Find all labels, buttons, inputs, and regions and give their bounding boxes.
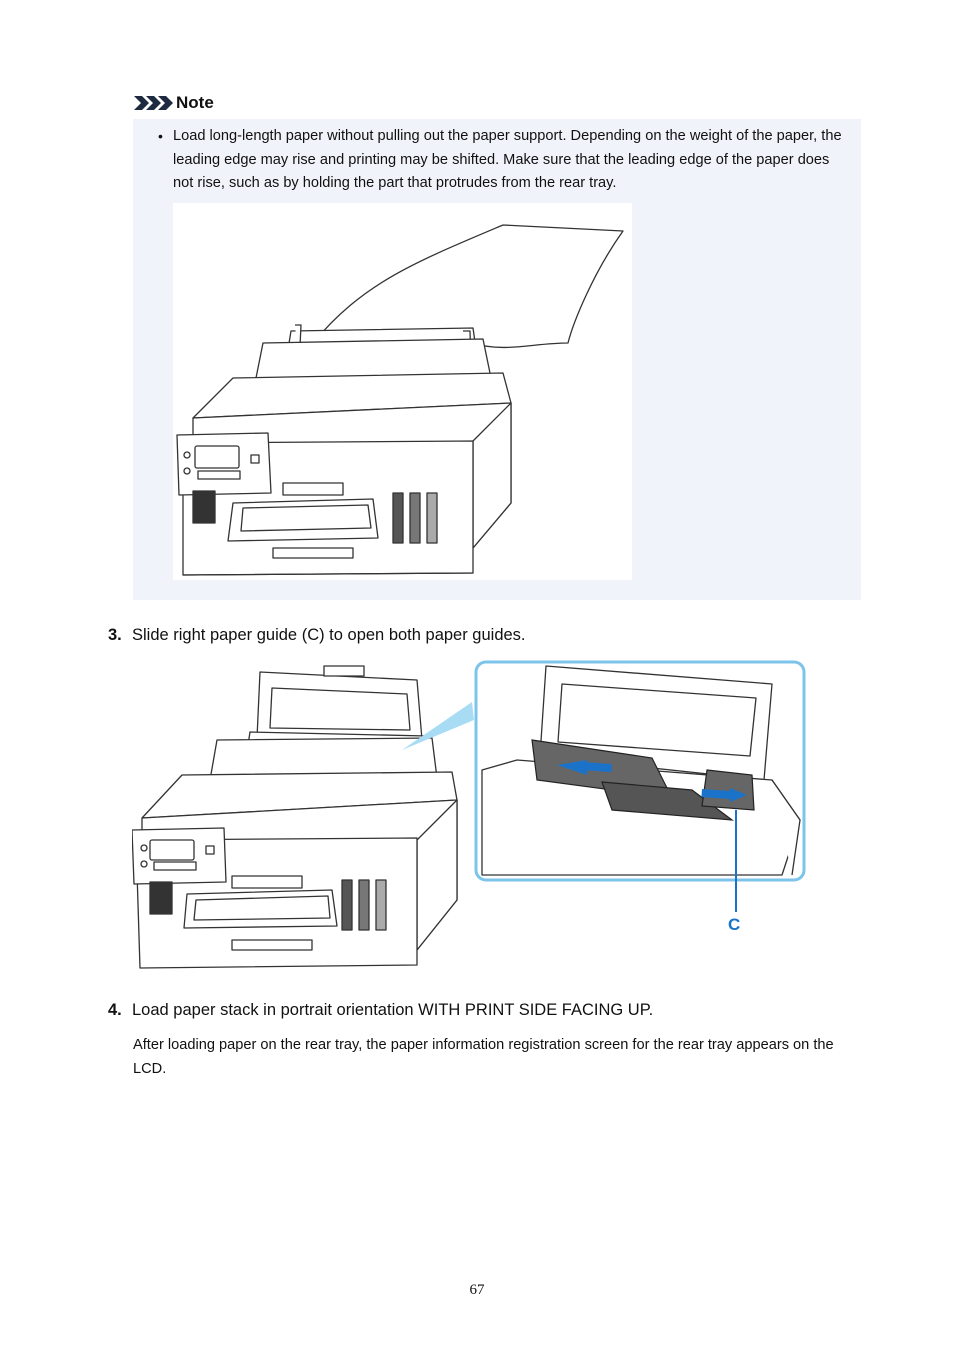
step-4-description: After loading paper on the rear tray, the paper information registration screen for the rear tray appears on the LCD.: [133, 1037, 834, 1077]
callout-label-c: C: [728, 915, 741, 934]
note-arrows-icon: [134, 94, 174, 112]
step-number: 4.: [108, 1001, 122, 1019]
step-4: [108, 1001, 653, 1020]
note-header: [134, 92, 214, 114]
step-3: [108, 626, 526, 645]
note-title: Note: [176, 93, 214, 112]
bullet-icon: •: [158, 128, 163, 144]
note-text: Load long-length paper without pulling out the paper support. Depending on the weight of the paper, the leading edge may rise and printing may be shifted. Make sure that the leading edge of the paper does not rise, such as by holding the part that protrudes from the rear tray.: [173, 128, 842, 191]
page-number: 67: [469, 1282, 485, 1298]
step-text: Load paper stack in portrait orientation WITH PRINT SIDE FACING UP.: [132, 1001, 654, 1019]
step-text: Slide right paper guide (C) to open both paper guides.: [132, 626, 526, 644]
printer-long-paper-illustration: [173, 203, 632, 580]
paper-guide-illustration: [132, 660, 808, 970]
step-number: 3.: [108, 626, 122, 644]
